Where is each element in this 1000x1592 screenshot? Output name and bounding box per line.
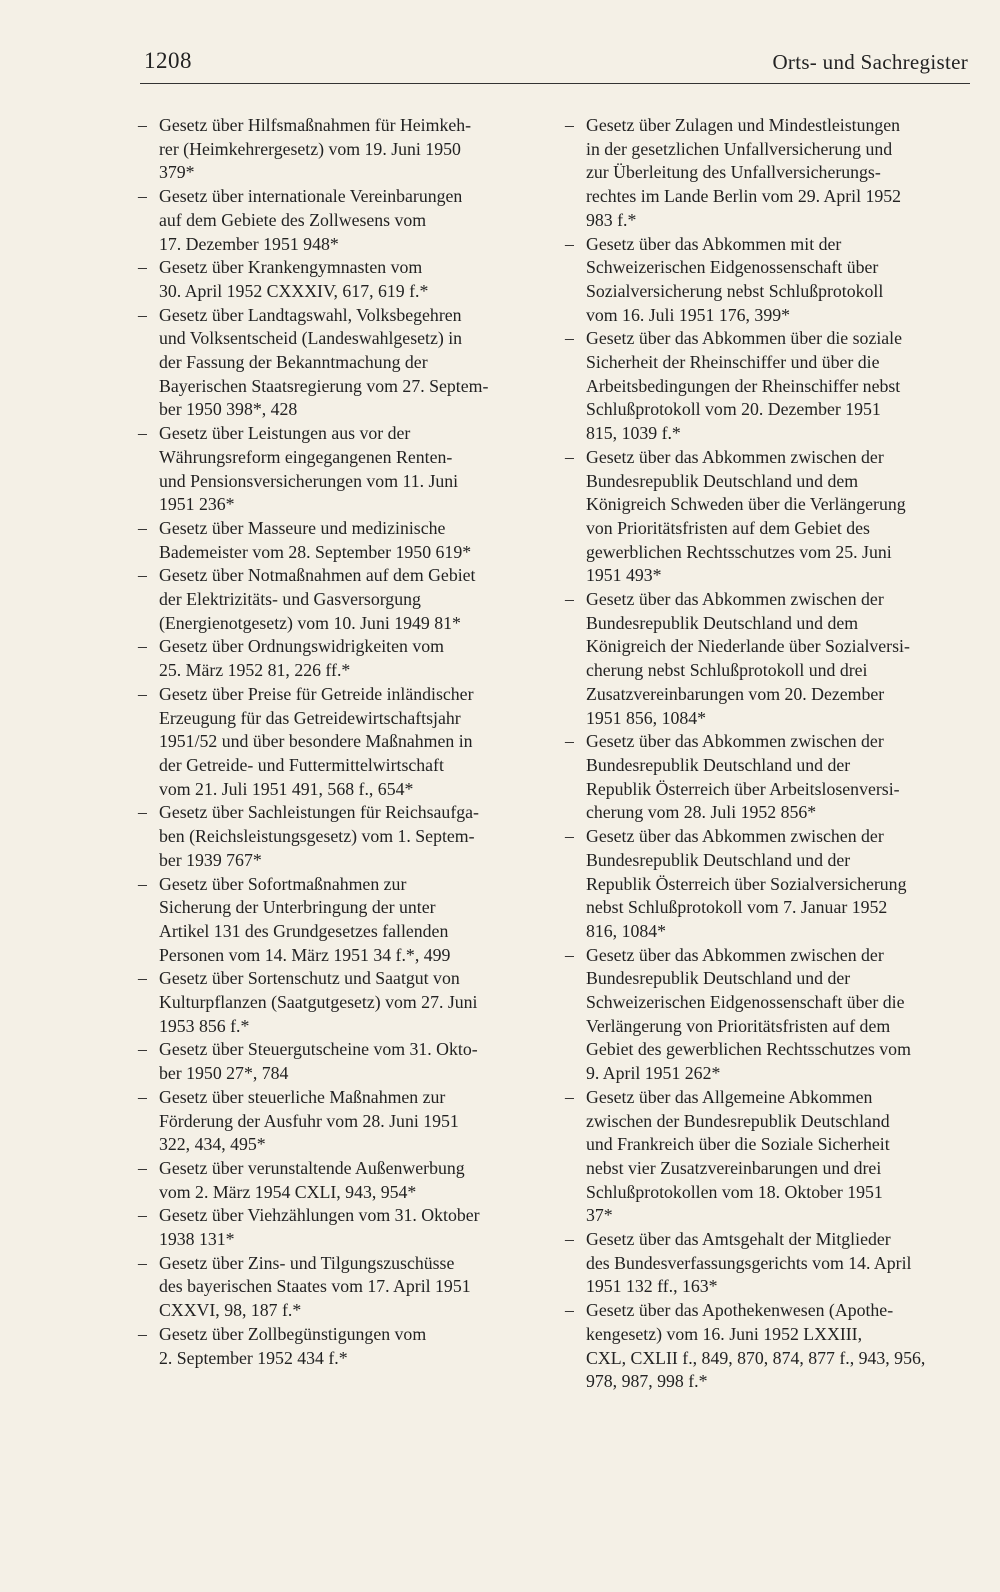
index-entry bbox=[565, 446, 953, 588]
entry-text: Gesetz über Zollbegünstigungen vom 2. September 1952 434 f.* bbox=[159, 1323, 427, 1368]
entry-text: Gesetz über Sofortmaßnahmen zur Sicherung der Unterbringung der unter Artikel 131 des Grundgesetzes fallenden Personen vom 14. März 1951 34 f.*, 499 bbox=[159, 873, 451, 965]
entry-dash: – bbox=[138, 186, 147, 207]
entry-text: Gesetz über das Allgemeine Abkommen zwischen der Bundesrepublik Deutschland und Frankreich über die Soziale Sicherheit nebst vier Zusatzvereinbarungen und drei Schlußprotokollen vom 18. Oktober 1951 37* bbox=[586, 1086, 890, 1226]
index-entry bbox=[138, 304, 526, 423]
index-entry bbox=[138, 967, 526, 1038]
index-column-right bbox=[565, 114, 953, 1394]
index-entry bbox=[565, 588, 953, 730]
entry-dash: – bbox=[565, 1300, 574, 1321]
entry-dash: – bbox=[138, 1205, 147, 1226]
header-rule bbox=[140, 83, 970, 84]
entry-dash: – bbox=[138, 873, 147, 894]
index-entry bbox=[565, 825, 953, 944]
entry-dash: – bbox=[565, 1086, 574, 1107]
index-entry bbox=[138, 801, 526, 872]
index-entry bbox=[565, 233, 953, 328]
entry-text: Gesetz über internationale Vereinbarungen auf dem Gebiete des Zollwesens vom 17. Dezember 1951 948* bbox=[159, 186, 463, 254]
index-entry bbox=[138, 873, 526, 968]
entry-dash: – bbox=[565, 589, 574, 610]
index-entry bbox=[565, 1299, 953, 1394]
entry-dash: – bbox=[138, 636, 147, 657]
entry-text: Gesetz über Ordnungswidrigkeiten vom 25. März 1952 81, 226 ff.* bbox=[159, 636, 444, 681]
index-entry bbox=[565, 114, 953, 233]
entry-text: Gesetz über das Abkommen zwischen der Bundesrepublik Deutschland und der Schweizerischen Eidgenossenschaft über die Verlängerung von Prioritätsfristen auf dem Gebiet des gewerblichen Rechtsschutzes vom 9. April 1951 262* bbox=[586, 944, 911, 1084]
entry-dash: – bbox=[565, 826, 574, 847]
entry-text: Gesetz über das Abkommen zwischen der Bundesrepublik Deutschland und dem Königreich Schweden über die Verlängerung von Prioritätsfristen auf dem Gebiet des gewerblichen Rechtsschutzes vom 25. Juni 1951 493* bbox=[586, 446, 906, 586]
entry-text: Gesetz über Landtagswahl, Volksbegehren und Volksentscheid (Landeswahlgesetz) in der Fassung der Bekanntmachung der Bayerischen Staatsregierung vom 27. Septem- ber 1950 398*, 428 bbox=[159, 304, 489, 420]
entry-text: Gesetz über Masseure und medizinische Bademeister vom 28. September 1950 619* bbox=[159, 517, 472, 562]
index-entry bbox=[138, 635, 526, 682]
entry-text: Gesetz über das Amtsgehalt der Mitglieder des Bundesverfassungsgerichts vom 14. April 1951 132 ff., 163* bbox=[586, 1229, 912, 1297]
entry-text: Gesetz über Preise für Getreide inländischer Erzeugung für das Getreidewirtschaftsjahr 1951/52 und über besondere Maßnahmen in der Getreide- und Futtermittelwirtschaft vom 21. Juli 1951 491, 568 f., 654* bbox=[159, 683, 474, 799]
entry-text: Gesetz über Viehzählungen vom 31. Oktober 1938 131* bbox=[159, 1205, 480, 1250]
index-entry bbox=[138, 1038, 526, 1085]
entry-dash: – bbox=[138, 1086, 147, 1107]
index-entry bbox=[138, 256, 526, 303]
entry-dash: – bbox=[565, 115, 574, 135]
entry-dash: – bbox=[565, 233, 574, 254]
entry-dash: – bbox=[138, 517, 147, 538]
entry-text: Gesetz über Notmaßnahmen auf dem Gebiet der Elektrizitäts- und Gasversorgung (Energienotgesetz) vom 10. Juni 1949 81* bbox=[159, 565, 476, 633]
entry-text: Gesetz über das Apothekenwesen (Apothe- kengesetz) vom 16. Juni 1952 LXXIII, CXL, CXLII f., 849, 870, 874, 877 f., 943, 956, 978, 987, 998 f.* bbox=[586, 1300, 926, 1392]
index-entry bbox=[138, 683, 526, 802]
entry-dash: – bbox=[138, 1323, 147, 1344]
index-entry bbox=[138, 114, 526, 185]
index-entry bbox=[138, 1323, 526, 1370]
index-entry bbox=[138, 517, 526, 564]
entry-text: Gesetz über Zulagen und Mindestleistungen in der gesetzlichen Unfallversicherung und zur Überleitung des Unfallversicherungs- rechtes im Lande Berlin vom 29. April 1952 983 f.* bbox=[586, 115, 902, 230]
entry-text: Gesetz über das Abkommen mit der Schweizerischen Eidgenossenschaft über Sozialversicherung nebst Schlußprotokoll vom 16. Juli 1951 176, 399* bbox=[586, 233, 884, 325]
entry-dash: – bbox=[138, 304, 147, 325]
entry-dash: – bbox=[138, 802, 147, 823]
entry-text: Gesetz über Sachleistungen für Reichsaufga- ben (Reichsleistungsgesetz) vom 1. Septem- ber 1939 767* bbox=[159, 802, 479, 870]
entry-text: Gesetz über das Abkommen zwischen der Bundesrepublik Deutschland und der Republik Österreich über Sozialversicherung nebst Schlußprotokoll vom 7. Januar 1952 816, 1084* bbox=[586, 826, 907, 941]
index-column-left bbox=[138, 114, 526, 1370]
entry-text: Gesetz über Steuergutscheine vom 31. Okto- ber 1950 27*, 784 bbox=[159, 1039, 478, 1084]
entry-dash: – bbox=[138, 1252, 147, 1273]
entry-dash: – bbox=[565, 1229, 574, 1250]
entry-dash: – bbox=[565, 944, 574, 965]
entry-text: Gesetz über Hilfsmaßnahmen für Heimkeh- rer (Heimkehrergesetz) vom 19. Juni 1950 379* bbox=[159, 115, 472, 183]
index-entry bbox=[565, 327, 953, 446]
entry-dash: – bbox=[138, 968, 147, 989]
entry-text: Gesetz über Krankengymnasten vom 30. April 1952 CXXXIV, 617, 619 f.* bbox=[159, 257, 429, 301]
index-entry bbox=[138, 185, 526, 256]
index-entry bbox=[138, 422, 526, 517]
index-entry bbox=[138, 1157, 526, 1204]
index-entry bbox=[565, 944, 953, 1086]
entry-dash: – bbox=[138, 115, 147, 135]
index-entry bbox=[138, 1252, 526, 1323]
entry-dash: – bbox=[138, 565, 147, 586]
entry-text: Gesetz über das Abkommen über die soziale Sicherheit der Rheinschiffer und über die Arbeitsbedingungen der Rheinschiffer nebst Schlußprotokoll vom 20. Dezember 1951 815, 1039 f.* bbox=[586, 328, 903, 444]
entry-dash: – bbox=[565, 731, 574, 752]
index-entry bbox=[138, 1086, 526, 1157]
entry-dash: – bbox=[138, 1157, 147, 1178]
entry-dash: – bbox=[565, 328, 574, 349]
entry-dash: – bbox=[565, 446, 574, 467]
entry-text: Gesetz über verunstaltende Außenwerbung vom 2. März 1954 CXLI, 943, 954* bbox=[159, 1157, 465, 1202]
entry-text: Gesetz über steuerliche Maßnahmen zur Förderung der Ausfuhr vom 28. Juni 1951 322, 434, 495* bbox=[159, 1086, 459, 1155]
entry-text: Gesetz über das Abkommen zwischen der Bundesrepublik Deutschland und dem Königreich der Niederlande über Sozialversi- cherung nebst Schlußprotokoll und drei Zusatzvereinbarungen vom 20. Dezember 1951 856, 1084* bbox=[586, 589, 910, 728]
index-entry bbox=[565, 730, 953, 825]
index-entry bbox=[565, 1228, 953, 1299]
running-head: Orts- und Sachregister bbox=[772, 50, 968, 74]
entry-dash: – bbox=[138, 423, 147, 444]
page-number: 1208 bbox=[144, 48, 192, 73]
index-entry bbox=[138, 564, 526, 635]
entry-text: Gesetz über Sortenschutz und Saatgut von Kulturpflanzen (Saatgutgesetz) vom 27. Juni 1953 856 f.* bbox=[159, 968, 478, 1036]
entry-dash: – bbox=[138, 683, 147, 704]
entry-dash: – bbox=[138, 257, 147, 278]
index-entry bbox=[565, 1086, 953, 1228]
entry-dash: – bbox=[138, 1039, 147, 1060]
entry-text: Gesetz über das Abkommen zwischen der Bundesrepublik Deutschland und der Republik Österreich über Arbeitslosenversi- cherung vom 28. Juli 1952 856* bbox=[586, 731, 900, 823]
index-entry bbox=[138, 1204, 526, 1251]
entry-text: Gesetz über Zins- und Tilgungszuschüsse des bayerischen Staates vom 17. April 1951 CXXVI, 98, 187 f.* bbox=[159, 1252, 471, 1321]
entry-text: Gesetz über Leistungen aus vor der Währungsreform eingegangenen Renten- und Pensionsversicherungen vom 11. Juni 1951 236* bbox=[159, 423, 459, 515]
